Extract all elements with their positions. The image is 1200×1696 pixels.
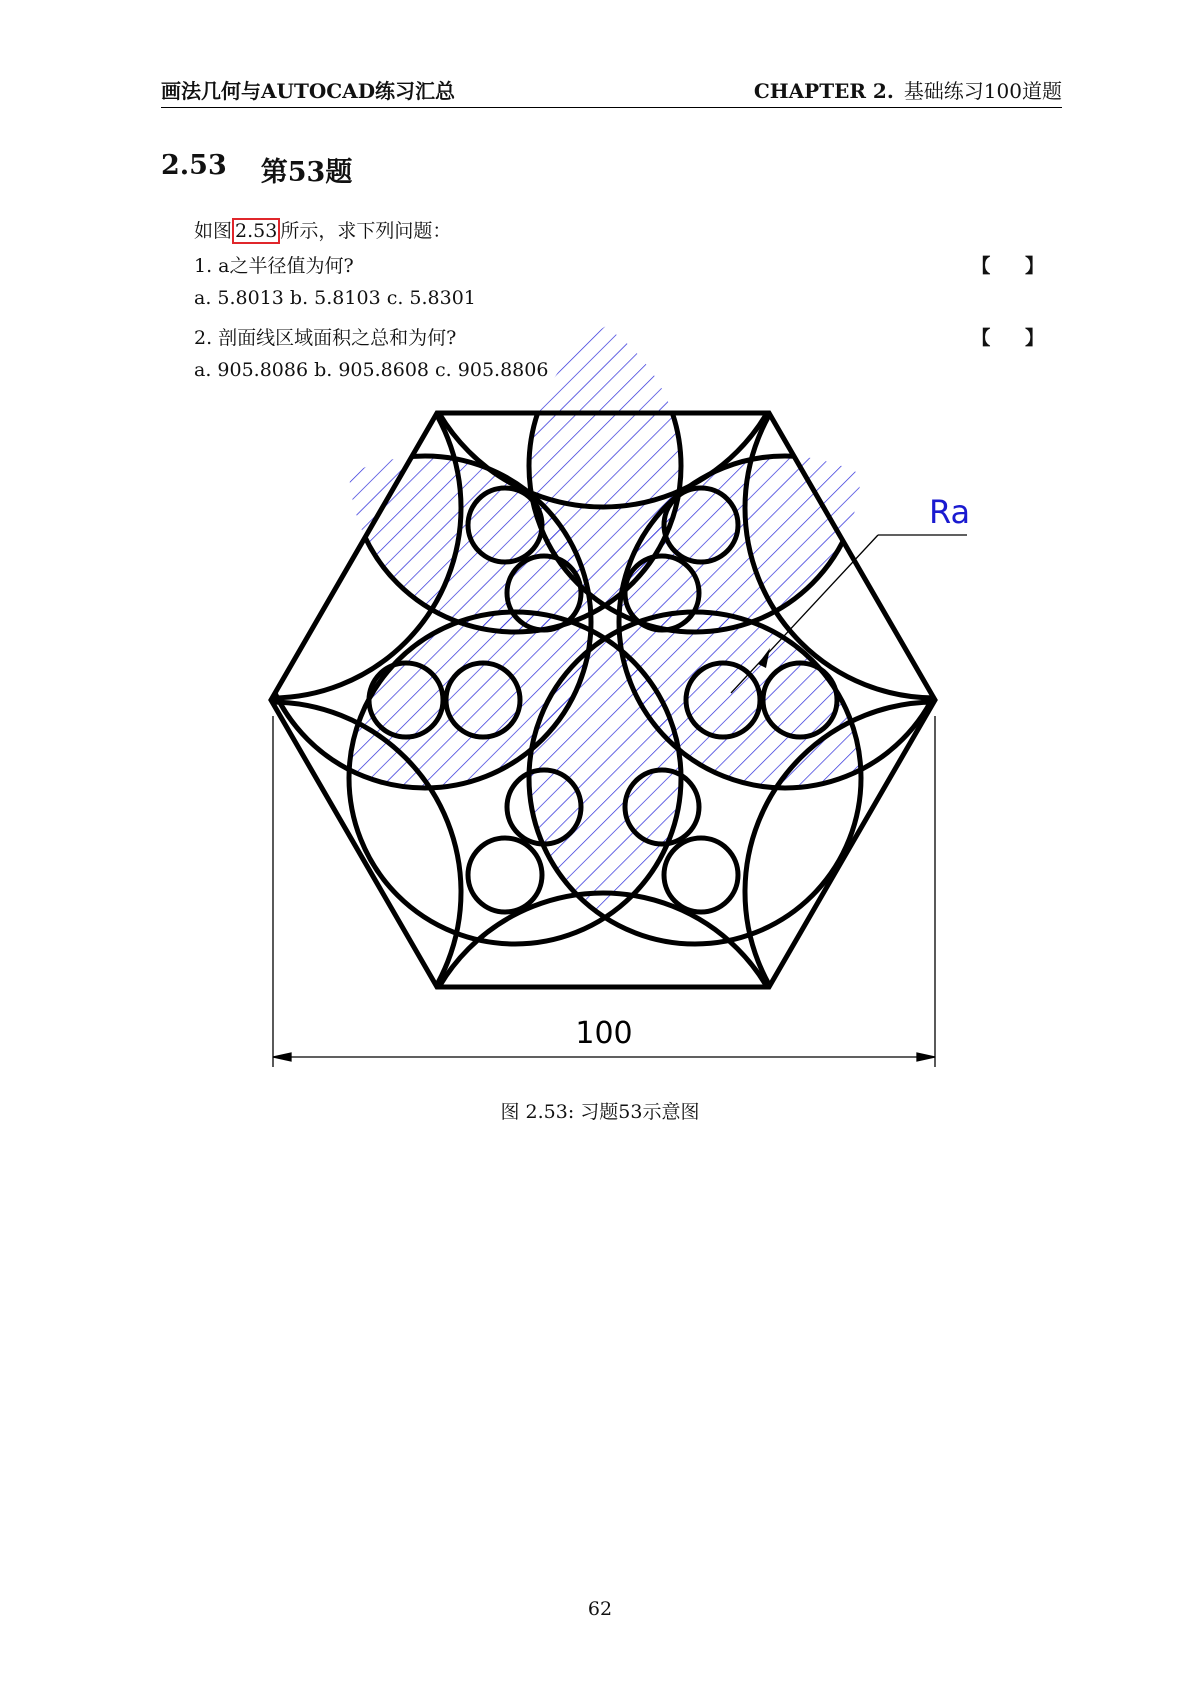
page-number: 62 [587, 1598, 613, 1620]
intro-prefix: 如图 [194, 220, 233, 242]
small-circle [664, 838, 738, 912]
answer-bracket-1: 【 】 [971, 255, 1058, 277]
answer-bracket-2: 【 】 [971, 327, 1058, 349]
large-arc-lower-left [81, 702, 461, 1082]
question-2-text: 2. 剖面线区域面积之总和为何? [194, 327, 457, 349]
chapter-label: CHAPTER 2. [753, 79, 894, 103]
book-title: 画法几何与AUTOCAD练习汇总 [161, 79, 456, 103]
section-name: 第53题 [260, 157, 353, 188]
dimension-value: 100 [575, 1016, 633, 1051]
question-1-text: 1. a之半径值为何? [194, 255, 354, 277]
radius-label: Ra [929, 493, 971, 531]
chapter-title: 基础练习100道题 [903, 79, 1062, 103]
small-circle [468, 838, 542, 912]
figure-reference-link[interactable]: 2.53 [232, 218, 280, 244]
section-number: 2.53 [161, 150, 227, 181]
intro-suffix: 所示，求下列问题： [280, 220, 452, 242]
large-arc-bottom [413, 893, 793, 1273]
question-1-options: a. 5.8013 b. 5.8103 c. 5.8301 [194, 287, 476, 309]
question-2-options: a. 905.8086 b. 905.8608 c. 905.8806 [194, 359, 549, 381]
hatched-regions [349, 300, 951, 944]
figure-caption: 图 2.53: 习题53示意图 [500, 1101, 700, 1123]
